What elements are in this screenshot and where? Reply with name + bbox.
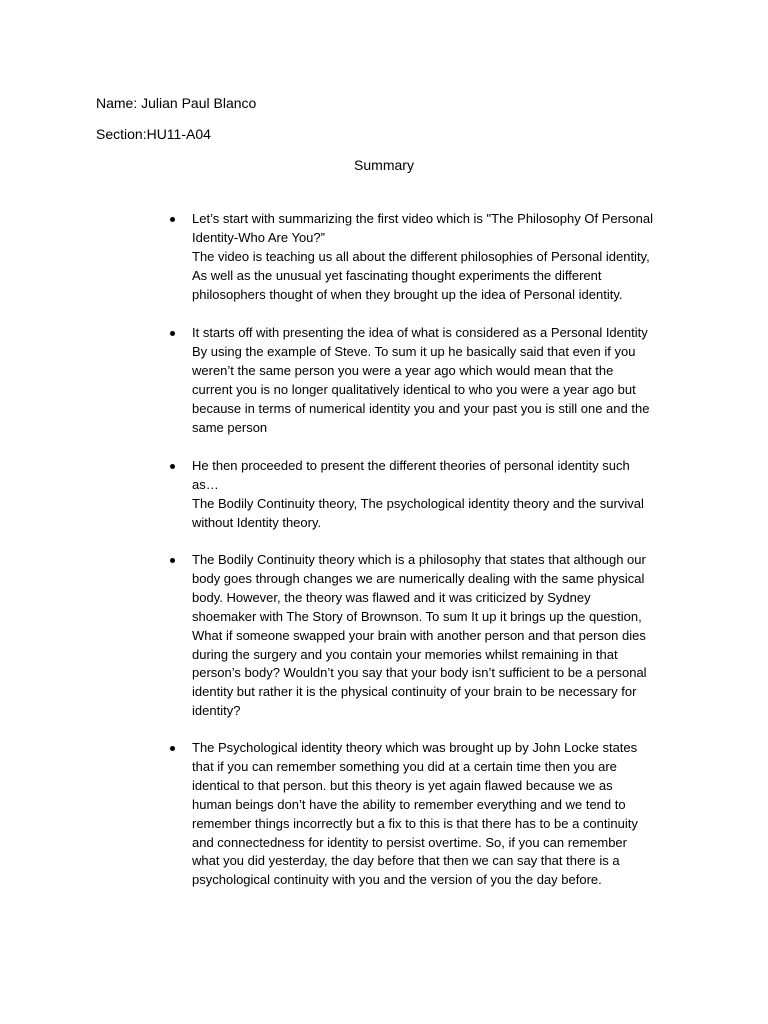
- student-name: Name: Julian Paul Blanco: [96, 95, 257, 111]
- paragraph-line: body goes through changes we are numerically dealing with the same physical: [192, 570, 645, 586]
- paragraph-line: identical to that person. but this theory is yet again flawed because we as: [192, 777, 613, 793]
- paragraph-line: remember things incorrectly but a fix to this is that there has to be a continuity: [192, 815, 638, 831]
- bullet-paragraph-3: [192, 457, 671, 533]
- paragraph-line: The video is teaching us all about the different philosophies of Personal identity,: [192, 248, 650, 264]
- paragraph-line: It starts off with presenting the idea of what is considered as a Personal Identity: [192, 325, 648, 340]
- bullet-dot-icon: [170, 331, 175, 336]
- paragraph-line: Identity-Who Are You?”: [192, 229, 325, 245]
- paragraph-line: body. However, the theory was flawed and it was criticized by Sydney: [192, 589, 591, 605]
- paragraph-line: As well as the unusual yet fascinating thought experiments the different: [192, 267, 602, 283]
- paragraph-line: without Identity theory.: [192, 514, 322, 530]
- paragraph-line: The Psychological identity theory which was brought up by John Locke states: [192, 740, 638, 755]
- bullet-paragraph-5: [192, 739, 671, 890]
- paragraph-line: The Bodily Continuity theory which is a philosophy that states that although our: [192, 552, 646, 567]
- bullet-paragraph-1: [192, 210, 671, 305]
- paragraph-line: person’s body? Wouldn’t you say that your body isn’t sufficient to be a personal: [192, 665, 647, 681]
- bullet-dot-icon: [170, 464, 175, 469]
- student-section: Section:HU11-A04: [96, 126, 211, 142]
- paragraph-line: psychological continuity with you and the version of you the day before.: [192, 872, 602, 888]
- paragraph-line: identity?: [192, 703, 241, 719]
- paragraph-line: weren’t the same person you were a year ago which would mean that the: [192, 362, 614, 378]
- bullet-dot-icon: [170, 217, 175, 222]
- paragraph-line: human beings don’t have the ability to remember everything and we tend to: [192, 796, 626, 812]
- bullet-paragraph-4: [192, 551, 671, 721]
- paragraph-line: that if you can remember something you did at a certain time then you are: [192, 758, 617, 774]
- paragraph-line: What if someone swapped your brain with another person and that person dies: [192, 627, 646, 643]
- bullet-dot-icon: [170, 746, 175, 751]
- paragraph-line: what you did yesterday, the day before that then we can say that there is a: [192, 853, 620, 869]
- paragraph-line: He then proceeded to present the different theories of personal identity such: [192, 458, 630, 473]
- page-title: Summary: [354, 157, 414, 173]
- paragraph-line: and connectedness for identity to persist overtime. So, if you can remember: [192, 834, 627, 850]
- paragraph-line: The Bodily Continuity theory, The psychological identity theory and the survival: [192, 495, 644, 511]
- paragraph-line: By using the example of Steve. To sum it up he basically said that even if you: [192, 343, 636, 359]
- paragraph-line: shoemaker with The Story of Brownson. To sum It up it brings up the question,: [192, 608, 642, 624]
- paragraph-line: identity but rather it is the physical continuity of your brain to be necessary for: [192, 684, 637, 700]
- paragraph-line: as…: [192, 476, 219, 492]
- paragraph-line: during the surgery and you contain your memories whilst remaining in that: [192, 646, 618, 662]
- paragraph-line: Let’s start with summarizing the first video which is "The Philosophy Of Personal: [192, 211, 654, 226]
- paragraph-line: current you is no longer qualitatively identical to who you were a year ago but: [192, 381, 636, 397]
- bullet-dot-icon: [170, 558, 175, 563]
- paragraph-line: because in terms of numerical identity you and your past you is still one and the: [192, 400, 650, 416]
- paragraph-line: philosophers thought of when they brought up the idea of Personal identity.: [192, 286, 623, 302]
- paragraph-line: same person: [192, 419, 268, 435]
- bullet-paragraph-2: [192, 324, 671, 437]
